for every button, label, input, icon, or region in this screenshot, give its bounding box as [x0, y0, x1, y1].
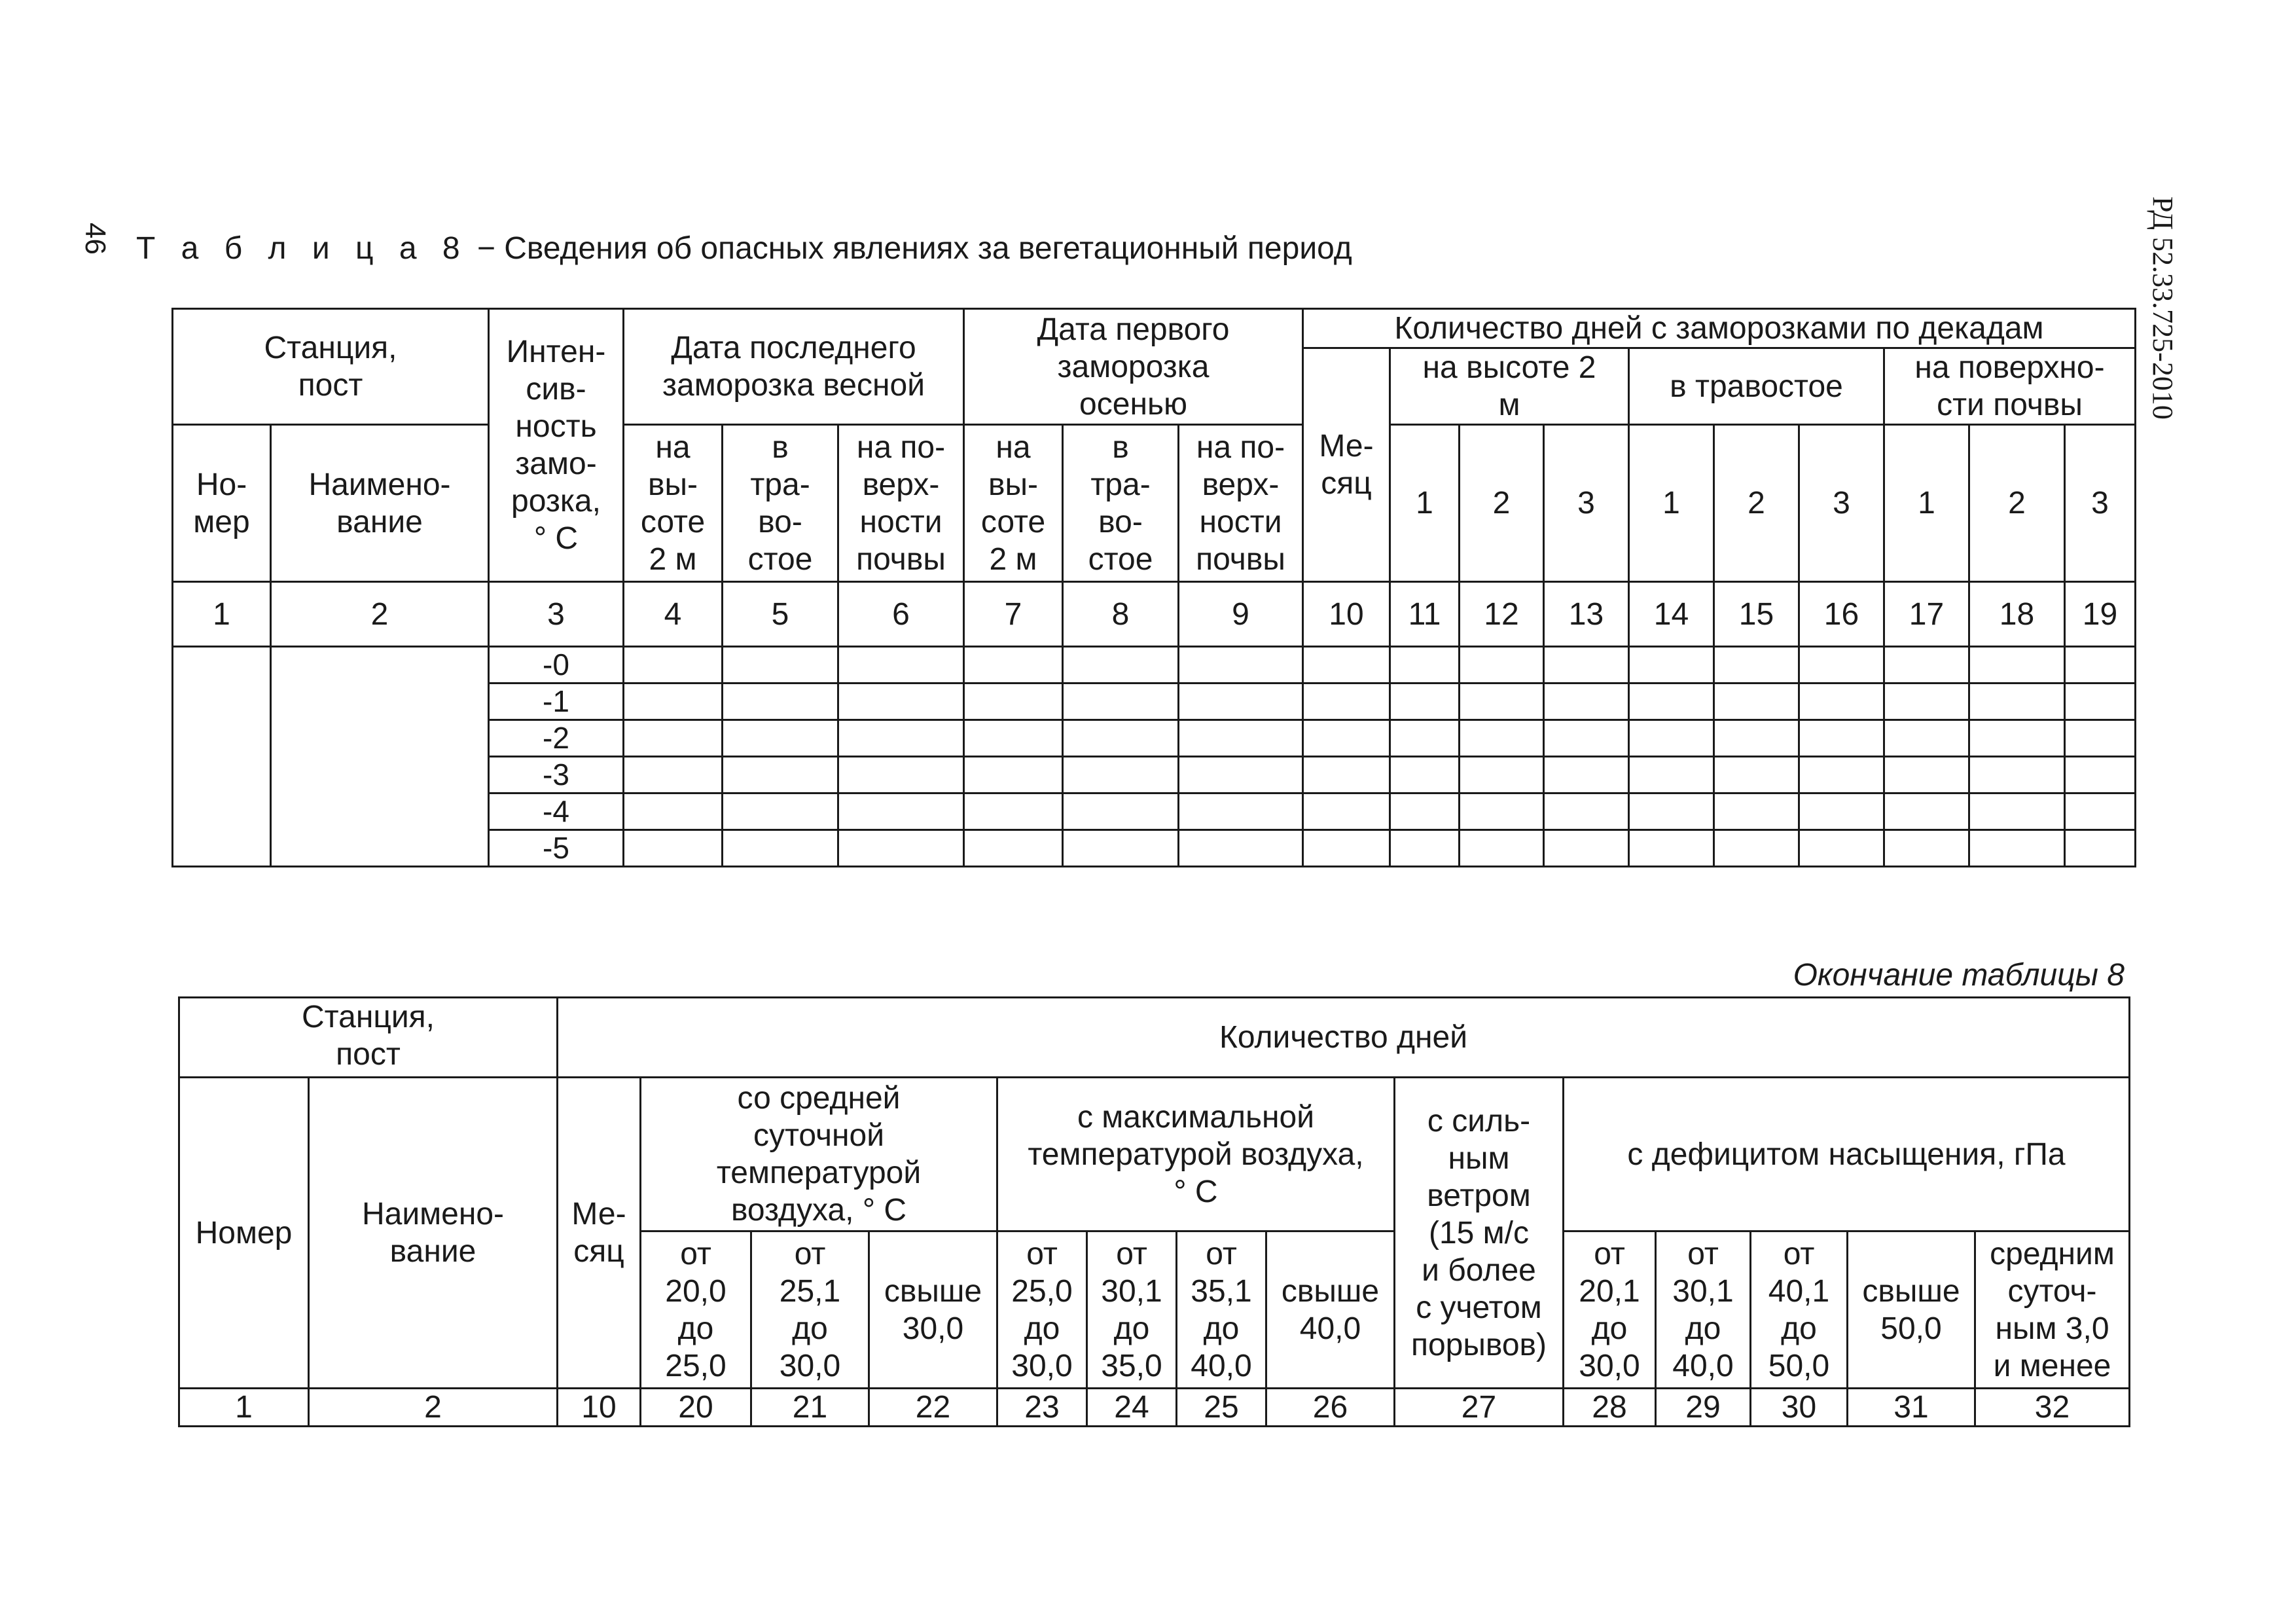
column-number: 29: [1656, 1389, 1751, 1427]
decade-cell: 3: [2065, 425, 2136, 582]
empty-cell: [838, 647, 964, 684]
t2-deficit-range: от 40,1 до 50,0: [1751, 1231, 1848, 1389]
empty-cell: [1969, 720, 2065, 757]
decade-cell: 1: [1629, 425, 1714, 582]
t2-max-range: от 35,1 до 40,0: [1177, 1231, 1266, 1389]
column-number: 12: [1460, 582, 1544, 647]
empty-cell: [1544, 793, 1629, 830]
column-number: 20: [641, 1389, 751, 1427]
t2-avg-range: свыше 30,0: [869, 1231, 997, 1389]
column-number: 11: [1390, 582, 1460, 647]
empty-cell: [838, 720, 964, 757]
header-name: Наимено- вание: [271, 425, 489, 582]
empty-cell: [624, 647, 723, 684]
column-number: 2: [309, 1389, 558, 1427]
t2-header-station: Станция, пост: [179, 998, 558, 1078]
t2-max-range: свыше 40,0: [1266, 1231, 1395, 1389]
column-number: 1: [173, 582, 271, 647]
empty-cell: [1884, 793, 1969, 830]
header-on-soil: на поверхно- сти почвы: [1884, 348, 2136, 425]
header-last-frost: Дата последнего заморозка весной: [624, 309, 964, 425]
empty-cell: [1303, 720, 1390, 757]
empty-cell: [964, 793, 1063, 830]
empty-cell: [1714, 757, 1799, 793]
header-number: Но- мер: [173, 425, 271, 582]
intensity-row: [173, 647, 2136, 684]
column-number: 21: [751, 1389, 869, 1427]
empty-cell: [964, 757, 1063, 793]
empty-cell: [1969, 793, 2065, 830]
empty-cell: [838, 793, 964, 830]
empty-cell: [1544, 647, 1629, 684]
empty-cell: [2065, 720, 2136, 757]
empty-cell: [964, 647, 1063, 684]
empty-cell: [2065, 647, 2136, 684]
empty-cell: [624, 757, 723, 793]
empty-cell: [1063, 757, 1179, 793]
empty-cell: [838, 684, 964, 720]
column-number: 6: [838, 582, 964, 647]
decade-cell: 3: [1799, 425, 1884, 582]
empty-cell: [1063, 720, 1179, 757]
empty-cell: [1460, 647, 1544, 684]
decade-cell: 2: [1460, 425, 1544, 582]
column-number: 15: [1714, 582, 1799, 647]
empty-cell: [1303, 757, 1390, 793]
empty-cell: [1884, 647, 1969, 684]
sub-last-on-soil: на по- верх- ности почвы: [838, 425, 964, 582]
empty-cell: [1629, 684, 1714, 720]
empty-cell: [1799, 830, 1884, 867]
empty-cell: [1969, 647, 2065, 684]
empty-cell: [723, 684, 838, 720]
column-number: 3: [489, 582, 624, 647]
column-number: 30: [1751, 1389, 1848, 1427]
empty-cell: [1714, 793, 1799, 830]
table-caption-text: Сведения об опасных явлениях за вегетационный период: [504, 231, 1352, 266]
column-number: 7: [964, 582, 1063, 647]
empty-cell: [838, 757, 964, 793]
empty-cell: [1714, 720, 1799, 757]
t2-max-range: от 30,1 до 35,0: [1087, 1231, 1177, 1389]
header-at-2m: на высоте 2 м: [1390, 348, 1629, 425]
empty-cell: [1799, 757, 1884, 793]
empty-cell: [1390, 647, 1460, 684]
t2-header-days-count: Количество дней: [558, 998, 2130, 1078]
empty-cell: [964, 830, 1063, 867]
header-station: Станция, пост: [173, 309, 489, 425]
column-number: 26: [1266, 1389, 1395, 1427]
station-name-cell: [271, 647, 489, 867]
empty-cell: [1303, 830, 1390, 867]
t2-header-month: Ме- сяц: [558, 1078, 641, 1389]
empty-cell: [1714, 684, 1799, 720]
column-number: 22: [869, 1389, 997, 1427]
empty-cell: [1884, 720, 1969, 757]
empty-cell: [1969, 830, 2065, 867]
empty-cell: [1179, 793, 1303, 830]
empty-cell: [1544, 684, 1629, 720]
header-frost-days: Количество дней с заморозками по декадам: [1303, 309, 2136, 348]
empty-cell: [723, 757, 838, 793]
column-number: 25: [1177, 1389, 1266, 1427]
empty-cell: [624, 830, 723, 867]
empty-cell: [723, 793, 838, 830]
column-number: 5: [723, 582, 838, 647]
column-number: 27: [1395, 1389, 1564, 1427]
empty-cell: [1390, 757, 1460, 793]
t2-header-strong-wind: с силь- ным ветром (15 м/с и более с учетом порывов): [1395, 1078, 1564, 1389]
column-number: 9: [1179, 582, 1303, 647]
empty-cell: [723, 720, 838, 757]
empty-cell: [1714, 830, 1799, 867]
intensity-value: -3: [489, 757, 624, 793]
empty-cell: [1179, 684, 1303, 720]
sub-first-at-2m: на вы- соте 2 м: [964, 425, 1063, 582]
empty-cell: [1544, 757, 1629, 793]
table-caption-dash: −: [468, 231, 505, 266]
empty-cell: [1179, 830, 1303, 867]
empty-cell: [1303, 793, 1390, 830]
column-number: 1: [179, 1389, 309, 1427]
intensity-rows: [173, 647, 2136, 867]
header-month: Ме- сяц: [1303, 348, 1390, 582]
column-number: 13: [1544, 582, 1629, 647]
empty-cell: [1063, 684, 1179, 720]
header-intensity: Интен- сив- ность замо- розка, ° С: [489, 309, 624, 582]
empty-cell: [1799, 793, 1884, 830]
column-number: 19: [2065, 582, 2136, 647]
column-number: 8: [1063, 582, 1179, 647]
empty-cell: [1179, 647, 1303, 684]
frost-table: [171, 308, 2136, 867]
empty-cell: [1063, 647, 1179, 684]
intensity-value: -5: [489, 830, 624, 867]
decade-cell: 3: [1544, 425, 1629, 582]
column-number: 14: [1629, 582, 1714, 647]
column-number: 23: [997, 1389, 1087, 1427]
empty-cell: [624, 720, 723, 757]
column-number: 18: [1969, 582, 2065, 647]
t2-header-max-temp: с максимальной температурой воздуха, ° С: [997, 1078, 1395, 1231]
t2-header-avg-temp: со средней суточной температурой воздуха, ° С: [641, 1078, 997, 1231]
empty-cell: [1544, 720, 1629, 757]
empty-cell: [964, 684, 1063, 720]
empty-cell: [1390, 830, 1460, 867]
empty-cell: [1884, 684, 1969, 720]
empty-cell: [624, 793, 723, 830]
empty-cell: [1629, 720, 1714, 757]
empty-cell: [2065, 757, 2136, 793]
empty-cell: [1544, 830, 1629, 867]
empty-cell: [1063, 830, 1179, 867]
sub-last-in-grass: в тра- во- стое: [723, 425, 838, 582]
empty-cell: [1460, 793, 1544, 830]
empty-cell: [1460, 720, 1544, 757]
days-count-table: [178, 996, 2130, 1427]
column-number: 17: [1884, 582, 1969, 647]
empty-cell: [1179, 757, 1303, 793]
empty-cell: [1460, 757, 1544, 793]
intensity-value: -1: [489, 684, 624, 720]
document-code: РД 52.33.725-2010: [2147, 196, 2179, 420]
empty-cell: [1460, 830, 1544, 867]
empty-cell: [1303, 684, 1390, 720]
sub-first-in-grass: в тра- во- стое: [1063, 425, 1179, 582]
empty-cell: [1629, 757, 1714, 793]
column-number: 2: [271, 582, 489, 647]
header-in-grass: в травостое: [1629, 348, 1884, 425]
page-number: 46: [79, 223, 111, 255]
t2-deficit-range: от 20,1 до 30,0: [1564, 1231, 1656, 1389]
empty-cell: [2065, 684, 2136, 720]
empty-cell: [1460, 684, 1544, 720]
empty-cell: [624, 684, 723, 720]
empty-cell: [2065, 793, 2136, 830]
table-caption: [136, 230, 1352, 266]
t2-header-saturation-deficit: с дефицитом насыщения, гПа: [1564, 1078, 2130, 1231]
intensity-value: -2: [489, 720, 624, 757]
empty-cell: [1063, 793, 1179, 830]
empty-cell: [723, 830, 838, 867]
empty-cell: [1969, 757, 2065, 793]
empty-cell: [1714, 647, 1799, 684]
column-numbers-row: [173, 582, 2136, 647]
empty-cell: [1799, 647, 1884, 684]
empty-cell: [1969, 684, 2065, 720]
header-first-frost: Дата первого заморозка осенью: [964, 309, 1303, 425]
t2-deficit-range: средним суточ- ным 3,0 и менее: [1975, 1231, 2130, 1389]
t2-avg-range: от 20,0 до 25,0: [641, 1231, 751, 1389]
table-caption-label: Т а б л и ц а 8: [136, 231, 469, 266]
sub-first-on-soil: на по- верх- ности почвы: [1179, 425, 1303, 582]
column-number: 4: [624, 582, 723, 647]
empty-cell: [838, 830, 964, 867]
decade-cell: 2: [1969, 425, 2065, 582]
table-end-caption: Окончание таблицы 8: [1793, 958, 2125, 993]
column-number: 32: [1975, 1389, 2130, 1427]
empty-cell: [1390, 793, 1460, 830]
empty-cell: [723, 647, 838, 684]
t2-max-range: от 25,0 до 30,0: [997, 1231, 1087, 1389]
empty-cell: [1799, 684, 1884, 720]
column-number: 31: [1848, 1389, 1975, 1427]
empty-cell: [1629, 830, 1714, 867]
decade-cell: 2: [1714, 425, 1799, 582]
empty-cell: [964, 720, 1063, 757]
column-number: 28: [1564, 1389, 1656, 1427]
empty-cell: [1884, 757, 1969, 793]
intensity-value: -0: [489, 647, 624, 684]
decade-cell: 1: [1390, 425, 1460, 582]
empty-cell: [2065, 830, 2136, 867]
t2-avg-range: от 25,1 до 30,0: [751, 1231, 869, 1389]
station-number-cell: [173, 647, 271, 867]
empty-cell: [1884, 830, 1969, 867]
column-number: 10: [1303, 582, 1390, 647]
t2-deficit-range: от 30,1 до 40,0: [1656, 1231, 1751, 1389]
empty-cell: [1179, 720, 1303, 757]
empty-cell: [1629, 793, 1714, 830]
t2-header-number: Номер: [179, 1078, 309, 1389]
t2-deficit-range: свыше 50,0: [1848, 1231, 1975, 1389]
empty-cell: [1799, 720, 1884, 757]
empty-cell: [1390, 720, 1460, 757]
intensity-value: -4: [489, 793, 624, 830]
empty-cell: [1303, 647, 1390, 684]
decade-cell: 1: [1884, 425, 1969, 582]
empty-cell: [1390, 684, 1460, 720]
t2-column-numbers-row: [179, 1389, 2130, 1427]
column-number: 24: [1087, 1389, 1177, 1427]
t2-header-name: Наимено- вание: [309, 1078, 558, 1389]
sub-last-at-2m: на вы- соте 2 м: [624, 425, 723, 582]
column-number: 10: [558, 1389, 641, 1427]
empty-cell: [1629, 647, 1714, 684]
column-number: 16: [1799, 582, 1884, 647]
